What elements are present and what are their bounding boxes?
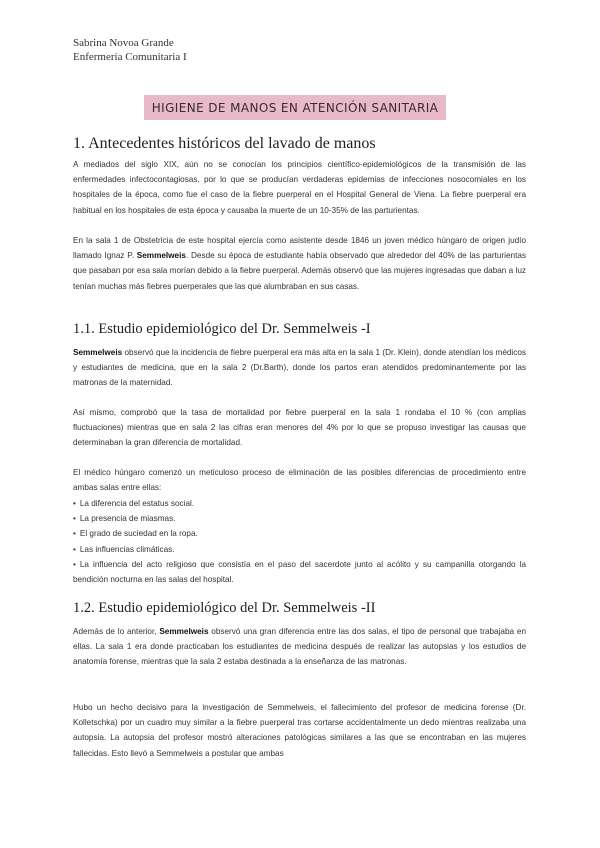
author-name: Sabrina Novoa Grande xyxy=(73,37,174,49)
section12-paragraph-2: Hubo un hecho decisivo para la investigación de Semmelweis, el fallecimiento del profesor de medicina forense (Dr. Kolletschka) por un cuadro muy similar a la fiebre puerperal tras cortarse accidentalmente un dedo mientras realizaba una autopsia. La autopsia del profesor mostró alteraciones patológicas similares a las que se encontraban en las mujeres fallecidas. Esto llevó a Semmelweis a postular que ambas xyxy=(73,703,526,758)
section11-paragraph-2: Así mismo, comprobó que la tasa de mortalidad por fiebre puerperal en la sala 1 rondaba el 10 % (con amplias fluctuaciones) mientras que en sala 2 las cifras eran menores del 4% por lo que se propuso investigar las causas que determinaban la gran diferencia de mortalidad. xyxy=(73,408,526,448)
list-item: • El grado de suciedad en la ropa. xyxy=(73,526,526,541)
section11-paragraph-1 xyxy=(73,345,526,391)
differences-list xyxy=(73,496,526,587)
text-run: En la sala 1 de Obstetricia de este hospital ejercía como asistente desde 1846 un joven médico húngaro de origen judío llamado Ignaz P. xyxy=(73,236,526,261)
text-run: observó una gran diferencia entre las dos salas, el tipo de personal que trabajaba en ellas. La sala 1 era donde practicaban los estudiantes de medicina después de realizar las autopsias y los estudios de anatomía forense, mientras que la sala 2 estaba destinada a la enseñanza de las matronas. xyxy=(73,627,527,667)
author-block xyxy=(73,36,187,64)
section11-paragraph-3: El médico húngaro comenzó un meticuloso proceso de eliminación de las posibles diferencias de procedimiento entre ambas salas entre ellas: xyxy=(73,468,526,493)
list-item: • La diferencia del estatus social. xyxy=(73,496,526,511)
bold-name: Semmelweis xyxy=(136,251,186,261)
course-name: Enfermería Comunitaria I xyxy=(73,51,187,63)
document-title: HIGIENE DE MANOS EN ATENCIÓN SANITARIA xyxy=(144,95,446,120)
section-heading-1: 1. Antecedentes históricos del lavado de manos xyxy=(73,135,376,152)
section-heading-1-2: 1.2. Estudio epidemiológico del Dr. Semmelweis -II xyxy=(73,600,376,616)
section12-paragraph-1 xyxy=(73,624,526,670)
section1-paragraph-2 xyxy=(73,233,526,294)
section-heading-1-1: 1.1. Estudio epidemiológico del Dr. Semmelweis -I xyxy=(73,321,371,337)
text-run: observó que la incidencia de fiebre puerperal era más alta en la sala 1 (Dr. Klein), donde atendían los médicos y estudiantes de medicina, que en la sala 2 (Dr.Barth), donde los partos eran atendidos predominantemente por las matronas de la maternidad. xyxy=(73,348,526,388)
list-item: • Las influencias climáticas. xyxy=(73,542,526,557)
text-run: Además de lo anterior, xyxy=(73,627,160,636)
bold-name: Semmelweis xyxy=(73,348,123,357)
section1-paragraph-1: A mediados del siglo XIX, aún no se conocían los principios científico-epidemiológicos de la transmisión de las enfermedades infectocontagiosas, por lo que se producían verdaderas epidemias de infecciones nosocomiales en los hospitales de la época, como fue el caso de la fiebre puerperal en el Hospital General de Viena. La fiebre puerperal era habitual en los hospitales de esta época y causaba la muerte de un 10-35% de las parturientas. xyxy=(73,160,526,215)
text-run: . Desde su época de estudiante había observado que alrededor del 40% de las parturientas que pasaban por esa sala morían debido a la fiebre puerperal. Además observó que las mujeres ingresadas que daban a luz tenían muchas más fiebres puerperales que las que alumbraban en sus casas. xyxy=(73,251,526,291)
list-item: • La presencia de miasmas. xyxy=(73,511,526,526)
bold-name: Semmelweis xyxy=(159,627,209,636)
list-item: • La influencia del acto religioso que consistía en el paso del sacerdote junto al acólito y su campanilla otorgando la bendición nocturna en las salas del hospital. xyxy=(73,557,526,587)
